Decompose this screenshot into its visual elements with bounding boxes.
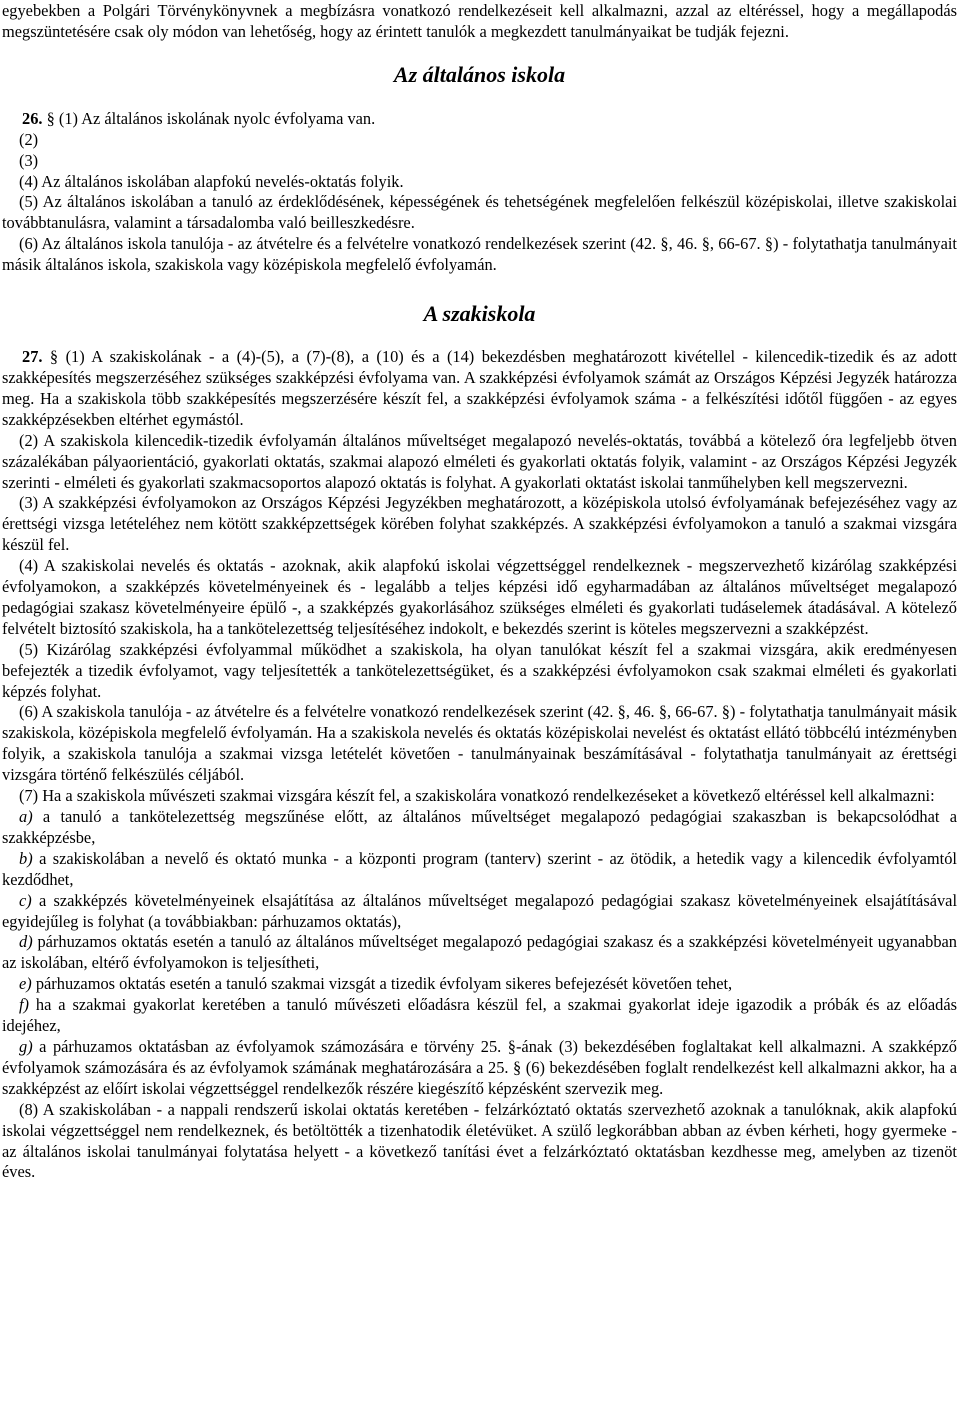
- list-text: párhuzamos oktatás esetén a tanuló az általános műveltséget megalapozó pedagógiai szakasz és a szakképzési követelményeit ugyanabban az iskolában, eltérő évfolyamokon is teljesítheti,: [2, 932, 957, 973]
- section-26-paragraph-1: [2, 109, 957, 130]
- list-text: a párhuzamos oktatásban az évfolyamok számozására e törvény 25. §-ának (3) bekezdésében foglaltakat kell alkalmazni. A szakképző évfolyamok számozására és az évfolyamok számának meghatározására a 25. § (6) bekezdésében foglalt rendelkezést kell alkalmazni akkor, ha a szakképzést az előírt iskolai végzettséggel rendelkezők részére kiegészítő képzésként szervezik meg.: [2, 1036, 957, 1098]
- list-item-g: [2, 1037, 957, 1100]
- section-27-paragraph-3: (3) A szakképzési évfolyamokon az Országos Képzési Jegyzékben meghatározott, a középiskola utolsó évfolyamának befejezéséhez vagy az érettségi vizsga letételéhez nem kötött szakképzettségek körében folyhat szakképzés. A szakképzési évfolyamokon a tanuló a szakmai vizsgára készül fel.: [2, 493, 957, 555]
- section-26-paragraph-2: (2): [19, 129, 39, 149]
- section-27-paragraph-5: (5) Kizárólag szakképzési évfolyammal működhet a szakiskola, ha olyan tanulókat készít fel a szakmai vizsgára, akik eredményesen befejezték a tizedik évfolyamot, vagy teljesítették a tankötelezettségüket, és a szakképzési évfolyamokon csak szakmai elméleti és gyakorlati képzés folyhat.: [2, 639, 957, 701]
- list-letter: c): [19, 890, 32, 910]
- paragraph-text: § (1) Az általános iskolának nyolc évfolyama van.: [42, 108, 376, 128]
- section-27-paragraph-7: (7) Ha a szakiskola művészeti szakmai vizsgára készít fel, a szakiskolára vonatkozó rendelkezéseket a következő eltéréssel kell alkalmazni:: [19, 786, 935, 806]
- list-item-e: [2, 974, 957, 995]
- list-letter: e): [19, 974, 32, 994]
- list-item-f: [2, 995, 957, 1037]
- section-26-paragraph-4: (4) Az általános iskolában alapfokú nevelés-oktatás folyik.: [19, 171, 404, 191]
- list-text: párhuzamos oktatás esetén a tanuló szakmai vizsgát a tizedik évfolyam sikeres befejezését követően tehet,: [31, 974, 733, 994]
- section-26-paragraph-6: (6) Az általános iskola tanulója - az átvételre és a felvételre vonatkozó rendelkezések szerint (42. §, 46. §, 66-67. §) - folytathatja tanulmányait másik általános iskola, szakiskola vagy középiskola megfelelő évfolyamán.: [2, 234, 957, 275]
- section-27-paragraph-8: (8) A szakiskolában - a nappali rendszerű iskolai oktatás keretében - felzárkóztató oktatás szervezhető azoknak a tanulóknak, akik alapfokú iskolai végzettséggel nem rendelkeznek, és betöltötték a tizenhatodik életévüket. A szülő legkorábban abban az évben kérheti, hogy gyermeke - az általános iskolai tanulmányai folytatása helyett - a következő tanítási évet a felzárkóztató oktatásban kezdhesse meg, amelyben az tizenöt éves.: [2, 1099, 957, 1182]
- document-page: [2, 1, 957, 1183]
- list-item-a: [2, 807, 957, 849]
- list-letter: f): [19, 995, 30, 1015]
- list-item-d: [2, 932, 957, 974]
- intro-paragraph: egyebekben a Polgári Törvénykönyvnek a megbízásra vonatkozó rendelkezéseit kell alkalmazni, azzal az eltéréssel, hogy a megállapodás megszüntetésére csak oly módon van lehetőség, hogy az érintett tanulók a megkezdett tanulmányaikat be tudják fejezni.: [2, 1, 957, 41]
- section-27-paragraph-2: (2) A szakiskola kilencedik-tizedik évfolyamán általános műveltséget megalapozó nevelés-oktatás, továbbá a kötelező óra legfeljebb ötven százalékában pályaorientáció, gyakorlati oktatás, szakmai alapozó elméleti és gyakorlati oktatás folyik, valamint - az Országos Képzési Jegyzék szerinti - elméleti és gyakorlati szakmacsoportos alapozó oktatás is folyhat. A gyakorlati oktatást iskolai tanműhelyben kell megszervezni.: [2, 430, 957, 492]
- paragraph-text: § (1) A szakiskolának - a (4)-(5), a (7)-(8), a (10) és a (14) bekezdésben meghatározott kivétellel - kilencedik-tizedik és az adott szakképesítés megszerzéséhez szükséges szakképzési évfolyama van. A szakképzési évfolyamok számát az Országos Képzési Jegyzék határozza meg. Ha a szakiskola több szakképesítés megszerzésére készít fel, a szakképzési évfolyamok száma - a felkészítési időtől függően - az egyes szakképzésekben eltérhet egymástól.: [2, 347, 957, 429]
- section-27-paragraph-6: (6) A szakiskola tanulója - az átvételre és a felvételre vonatkozó rendelkezések szerint (42. §, 46. §, 66-67. §) - folytathatja tanulmányait másik szakiskola, középiskola megfelelő évfolyamán. Ha a szakiskola nevelés és oktatás középiskolai nevelést és oktatást ellátó többcélú intézményben folyik, a szakiskola tanulója a szakmai vizsga letételét követően - tanulmányainak beszámításával - folytathatja tanulmányait az érettségi vizsgára történő felkészülés céljából.: [2, 702, 957, 785]
- section-heading-altalanos-iskola: Az általános iskola: [393, 61, 566, 87]
- section-27-paragraph-1: [2, 347, 957, 431]
- section-number: 27.: [22, 347, 43, 367]
- list-letter: d): [19, 932, 33, 952]
- list-text: a szakképzés követelményeinek elsajátítása az általános műveltséget megalapozó pedagógiai szakasz követelményeinek elsajátításával egyidejűleg is folyhat (a továbbiakban: párhuzamos oktatás),: [2, 890, 957, 931]
- section-27-paragraph-4: (4) A szakiskolai nevelés és oktatás - azoknak, akik alapfokú iskolai végzettséggel rendelkeznek - megszervezhető kizárólag szakképzési évfolyamokon, a szakképzés követelményeinek és - legalább a teljes képzési idő egyharmadában az általános műveltséget megalapozó pedagógiai szakasz követelményeire épülő -, a szakképzés gyakorlásához szükséges elméleti és gyakorlati tudáselemek átadásával. A kötelező felvételt biztosító szakiskola, ha a tankötelezettség teljesítéséhez indokolt, e bekezdés szerint is köteles megszervezni a szakképzést.: [2, 556, 957, 638]
- list-letter: b): [19, 848, 33, 868]
- list-text: ha a szakmai gyakorlat keretében a tanuló művészeti előadásra készül fel, a szakmai gyakorlat ideje igazodik a próbák és az előadás idejéhez,: [2, 995, 957, 1036]
- section-26-paragraph-5: (5) Az általános iskolában a tanuló az érdeklődésének, képességének és tehetségének megfelelően felkészül középiskolai, illetve szakiskolai továbbtanulásra, valamint a társadalomba való beilleszkedésre.: [2, 192, 957, 233]
- list-text: a tanuló a tankötelezettség megszűnése előtt, az általános műveltséget megalapozó pedagógiai szakaszban is bekapcsolódhat a szakképzésbe,: [2, 807, 957, 847]
- list-item-b: [2, 849, 957, 891]
- section-number: 26.: [22, 108, 43, 128]
- section-26-paragraph-3: (3): [19, 150, 39, 170]
- list-letter: a): [19, 807, 33, 826]
- section-heading-szakiskola: A szakiskola: [423, 301, 536, 327]
- list-letter: g): [19, 1036, 33, 1056]
- list-text: a szakiskolában a nevelő és oktató munka - a központi program (tanterv) szerint - az ötödik, a hetedik vagy a kilencedik évfolyamtól kezdődhet,: [2, 848, 957, 889]
- list-item-c: [2, 891, 957, 933]
